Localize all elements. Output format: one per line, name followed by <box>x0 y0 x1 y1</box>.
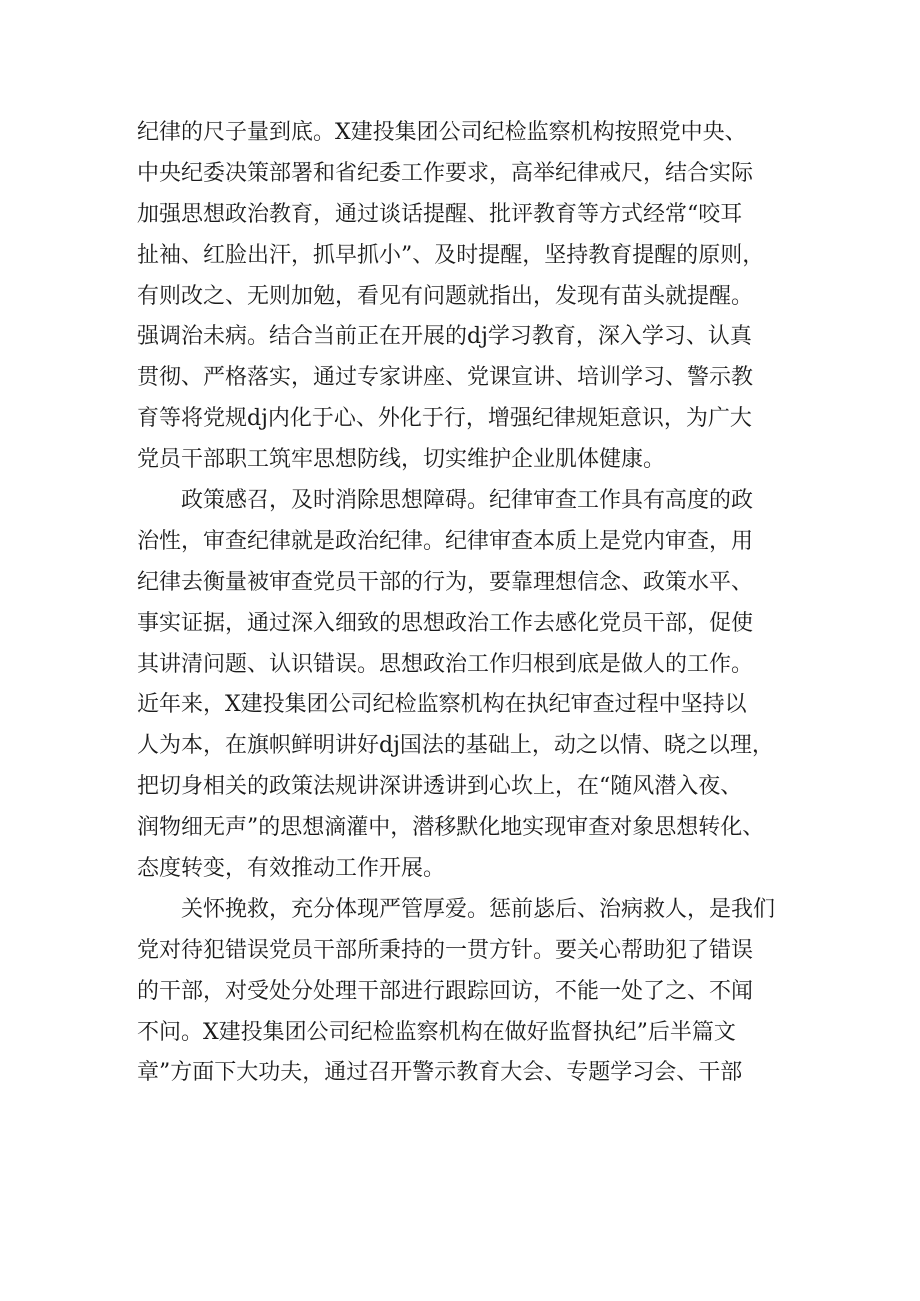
text-line: 近年来，X建投集团公司纪检监察机构在执纪审查过程中坚持以 <box>137 692 747 718</box>
text-line: 其讲清问题、认识错误。思想政治工作归根到底是做人的工作。 <box>137 651 754 677</box>
text-line: 事实证据，通过深入细致的思想政治工作去感化党员干部，促使 <box>137 610 754 636</box>
text-line: 人为本，在旗帜鲜明讲好dj国法的基础上，动之以情、晓之以理， <box>137 733 774 759</box>
text-line: 章”方面下大功夫，通过召开警示教育大会、专题学习会、干部 <box>137 1060 743 1086</box>
text-line: 纪律的尺子量到底。X建投集团公司纪检监察机构按照党中央、 <box>137 120 747 145</box>
text-line: 不问。X建投集团公司纪检监察机构在做好监督执纪”后半篇文 <box>137 1019 736 1045</box>
text-line: 中央纪委决策部署和省纪委工作要求，高举纪律戒尺，结合实际 <box>137 160 754 186</box>
paragraph-start-line: 政策感召，及时消除思想障碍。纪律审查工作具有高度的政 <box>181 488 754 514</box>
text-line: 有则改之、无则加勉，看见有问题就指出，发现有苗头就提醒。 <box>137 283 754 309</box>
text-line: 纪律去衡量被审查党员干部的行为，要靠理想信念、政策水平、 <box>137 569 754 595</box>
text-line: 的干部，对受处分处理干部进行跟踪回访，不能一处了之、不闻 <box>137 978 754 1004</box>
document-body <box>137 113 817 1094</box>
text-line: 加强思想政治教育，通过谈话提醒、批评教育等方式经常“咬耳 <box>137 201 743 227</box>
text-line: 把切身相关的政策法规讲深讲透讲到心坎上，在“随风潜入夜、 <box>137 774 743 800</box>
paragraph-start-line: 关怀挽救，充分体现严管厚爱。惩前毖后、治病救人，是我们 <box>181 896 776 922</box>
text-line: 扯袖、红脸出汗，抓早抓小”、及时提醒，坚持教育提醒的原则， <box>137 242 765 268</box>
text-line: 润物细无声”的思想滴灌中，潜移默化地实现审查对象思想转化、 <box>137 815 765 841</box>
text-line: 治性，审查纪律就是政治纪律。纪律审查本质上是党内审查，用 <box>137 528 754 554</box>
text-line: 育等将党规dj内化于心、外化于行，增强纪律规矩意识，为广大 <box>137 406 752 432</box>
text-line: 党员干部职工筑牢思想防线，切实维护企业肌体健康。 <box>137 447 666 473</box>
text-line: 态度转变，有效推动工作开展。 <box>137 856 446 882</box>
text-line: 党对待犯错误党员干部所秉持的一贯方针。要关心帮助犯了错误 <box>137 937 754 963</box>
text-line: 强调治未病。结合当前正在开展的dj学习教育，深入学习、认真 <box>137 324 752 350</box>
text-line: 贯彻、严格落实，通过专家讲座、党课宣讲、培训学习、警示教 <box>137 365 754 391</box>
